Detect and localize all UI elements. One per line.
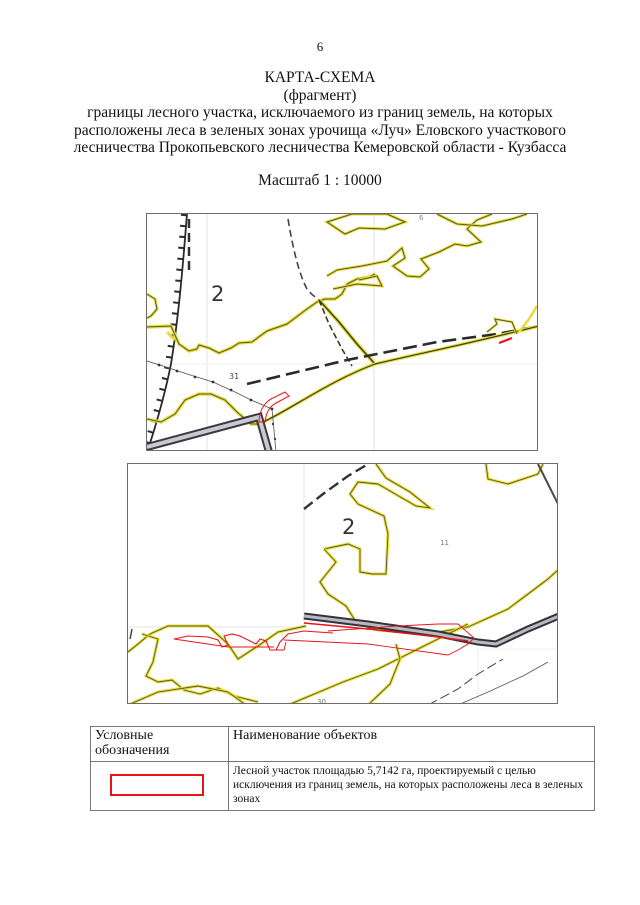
map-fragment-bottom: [127, 463, 558, 704]
map-top-drawing: [147, 214, 538, 451]
legend-header-row: [91, 727, 595, 762]
title-subtitle: (фрагмент): [283, 86, 357, 104]
legend-table: [90, 726, 595, 811]
plot-label-30: 30: [317, 698, 326, 704]
plot-label-11: 11: [440, 539, 449, 547]
quarter-number-bottom: 2: [342, 515, 356, 539]
legend-header-name: Наименование объектов: [229, 727, 595, 762]
map-bottom-drawing: [128, 464, 558, 704]
legend-description: Лесной участок площадью 5,7142 га, проектируемый с целью исключения из границ земель, на которых расположены леса в зеленых зонах: [229, 762, 595, 811]
title-main: КАРТА-СХЕМА: [264, 69, 376, 86]
title-description-line-3: лесничества Прокопьевского лесничества Кемеровской области - Кузбасса: [73, 139, 567, 156]
page-number: 6: [316, 39, 324, 54]
legend-symbol-cell: [91, 762, 229, 811]
title-description-line-1: границы лесного участка, исключаемого из границ земель, на которых: [87, 104, 553, 121]
map-fragment-top: [146, 213, 538, 451]
plot-label-small: 6: [419, 214, 424, 222]
legend-row: [91, 762, 595, 811]
quarter-number-top: 2: [211, 282, 225, 306]
red-outline-rectangle-icon: [110, 774, 204, 796]
map-scale: Масштаб 1 : 10000: [258, 172, 382, 189]
document-title: [0, 69, 640, 157]
plot-label-31: 31: [229, 372, 240, 381]
title-description-line-2: расположены леса в зеленых зонах урочища «Луч» Еловского участкового: [73, 121, 567, 139]
legend-header-symbol: Условные обозначения: [91, 727, 229, 762]
